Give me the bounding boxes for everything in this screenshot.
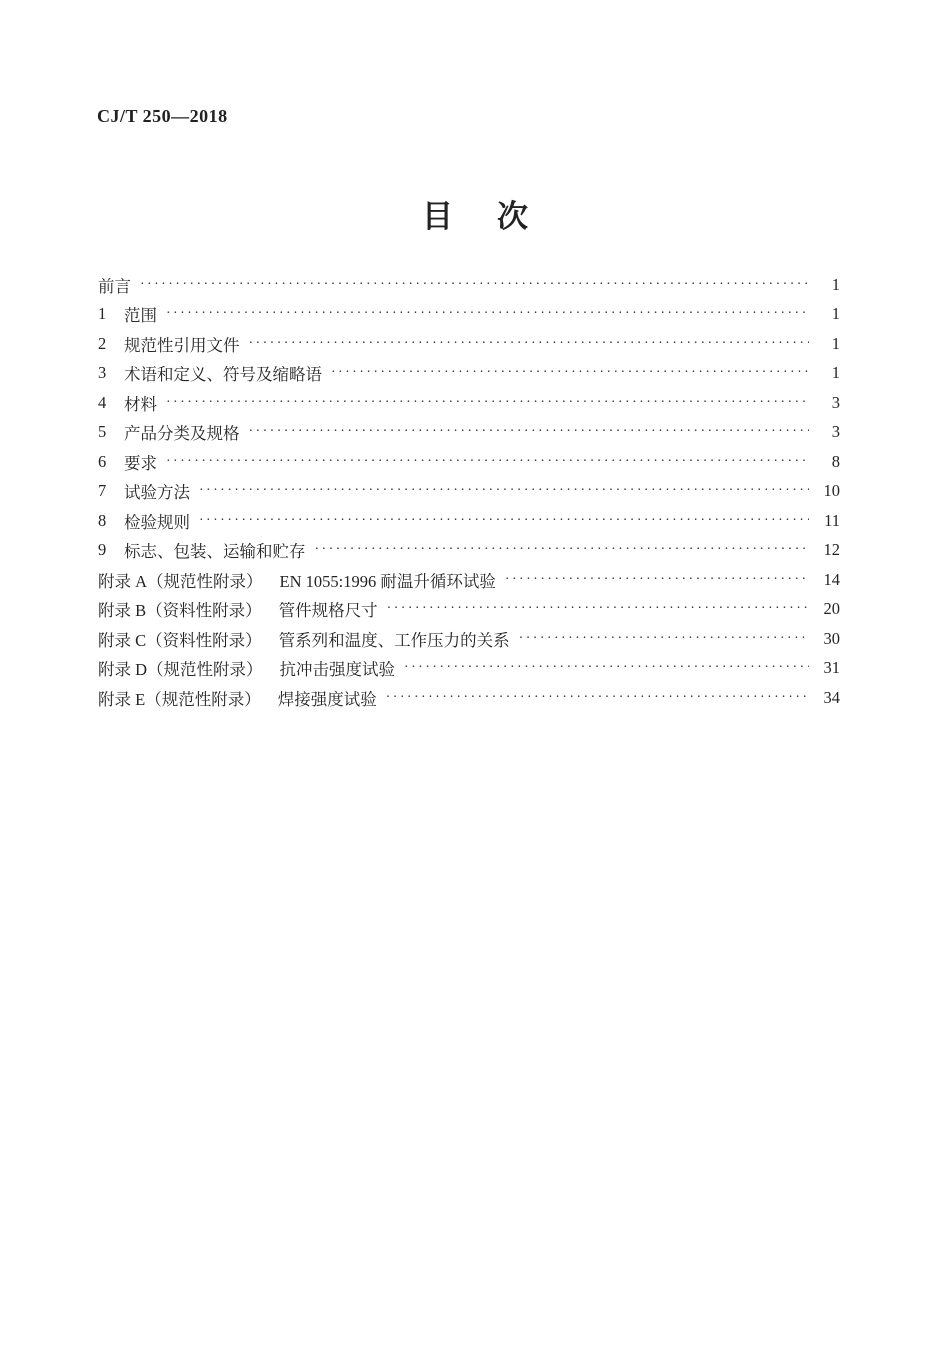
toc-entry-number: 3 [98,363,107,383]
toc-entry [98,654,840,684]
toc-entry [98,329,840,359]
dot-leader [249,424,810,440]
table-of-contents [98,270,840,713]
dot-leader [199,513,809,529]
toc-entry-page: 3 [831,422,840,442]
toc-entry-page: 1 [831,304,840,324]
toc-entry [98,536,840,566]
toc-entry-number: 附录 A（规范性附录） [98,571,263,591]
toc-entry-page: 11 [824,510,840,530]
toc-entry-title: 材料 [124,394,157,414]
toc-entry-title: 前言 [98,276,131,296]
dot-leader [166,395,809,411]
dot-leader [199,483,809,499]
toc-entry [98,418,840,448]
dot-leader [166,306,809,322]
dot-leader [505,572,809,588]
toc-entry [98,595,840,625]
toc-entry-number: 6 [98,451,107,471]
dot-leader [140,277,809,293]
toc-entry-number: 5 [98,422,107,442]
toc-entry-title: 抗冲击强度试验 [279,660,396,680]
dot-leader [331,365,809,381]
toc-entry-number: 2 [98,333,107,353]
toc-entry-title: 标志、包装、运输和贮存 [124,542,306,562]
toc-entry-number: 附录 C（资料性附录） [98,630,262,650]
page-title-char-2: 次 [497,199,528,235]
toc-entry-title: 管系列和温度、工作压力的关系 [278,630,510,650]
dot-leader [387,601,809,617]
toc-entry-page: 20 [823,599,840,619]
toc-entry [98,388,840,418]
toc-entry [98,447,840,477]
toc-entry-number: 8 [98,510,107,530]
toc-entry-page: 31 [823,658,840,678]
toc-entry-page: 1 [831,333,840,353]
toc-entry-number: 9 [98,540,107,560]
toc-entry-title: 管件规格尺寸 [278,601,378,621]
toc-entry-number: 附录 D（规范性附录） [98,660,263,680]
toc-entry-title: 要求 [124,453,157,473]
dot-leader [315,542,810,558]
page-title-char-1: 目 [422,199,453,235]
toc-entry-title: 产品分类及规格 [124,424,240,444]
toc-entry-number: 4 [98,392,107,412]
dot-leader [404,660,809,676]
toc-entry-title: 检验规则 [124,512,190,532]
toc-entry-page: 3 [831,392,840,412]
dot-leader [386,690,809,706]
toc-entry-title: 术语和定义、符号及缩略语 [124,365,322,385]
toc-entry-number: 1 [98,304,107,324]
toc-entry-title: 试验方法 [124,483,190,503]
page-title [0,191,950,236]
toc-entry-title: 焊接强度试验 [277,689,377,709]
toc-entry [98,359,840,389]
toc-entry-number: 附录 B（资料性附录） [98,601,262,621]
toc-entry [98,477,840,507]
dot-leader [249,336,810,352]
toc-entry [98,683,840,713]
toc-entry-page: 1 [831,274,840,294]
toc-entry-page: 10 [823,481,840,501]
toc-entry-title: 规范性引用文件 [124,335,240,355]
toc-entry-page: 30 [823,628,840,648]
toc-entry-page: 14 [823,569,840,589]
toc-entry [98,300,840,330]
toc-entry-page: 12 [823,540,840,560]
toc-entry-number: 7 [98,481,107,501]
toc-entry-number: 附录 E（规范性附录） [98,689,261,709]
dot-leader [166,454,809,470]
toc-entry-page: 1 [831,363,840,383]
toc-entry-title: EN 1055:1996 耐温升循环试验 [279,571,496,591]
document-code: CJ/T 250—2018 [97,106,228,126]
toc-entry [98,270,840,300]
toc-entry-title: 范围 [124,306,157,326]
toc-entry-page: 8 [831,451,840,471]
toc-entry-page: 34 [823,687,840,707]
toc-entry [98,565,840,595]
toc-entry [98,624,840,654]
dot-leader [519,631,809,647]
toc-entry [98,506,840,536]
